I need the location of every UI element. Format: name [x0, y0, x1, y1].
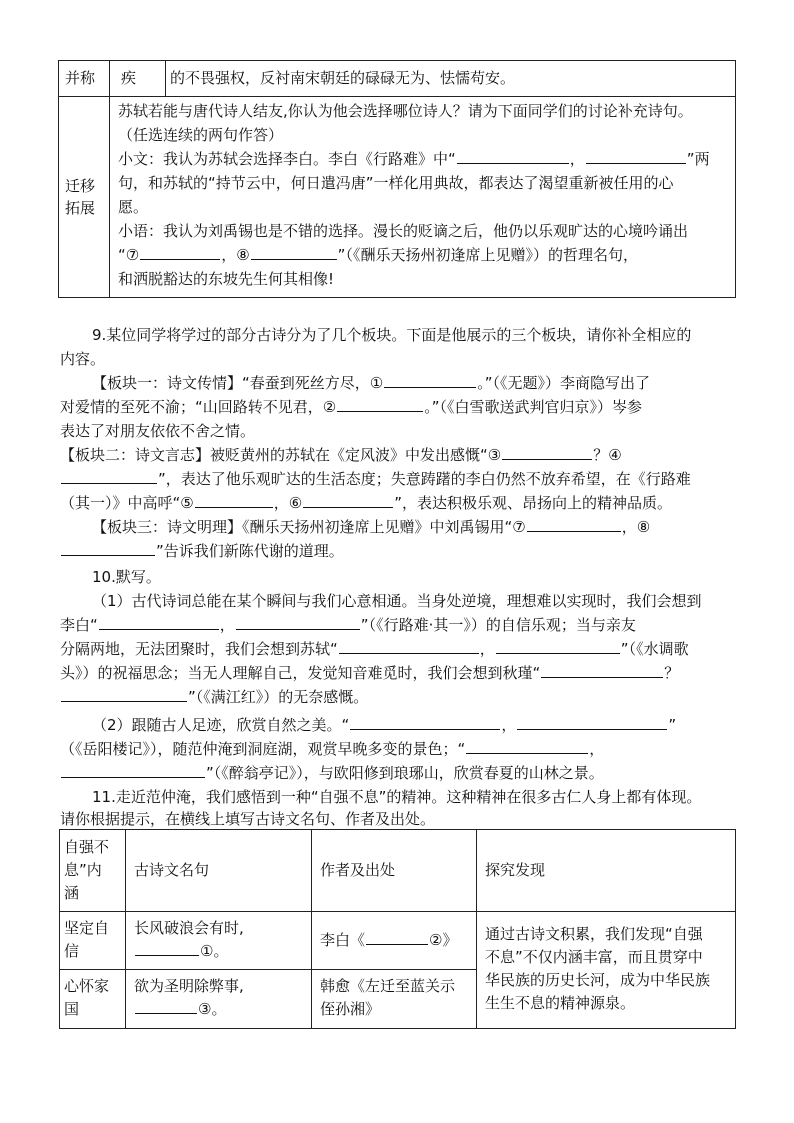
answer-blank-3[interactable]	[502, 445, 592, 460]
answer-blank-5[interactable]	[195, 493, 273, 508]
t2-f3: 华民族的历史长河，成为中华民族	[485, 971, 711, 989]
t2-f4: 生生不息的精神源泉。	[485, 994, 636, 1012]
q10-l4a: 头》）的祝福思念；当无人理解自己，发觉知音难觅时，我们会想到秋瑾“	[60, 664, 541, 682]
q10-l2b: ，	[219, 616, 235, 634]
t1-r1-c2: 疾	[121, 69, 137, 87]
q10-l3b: ，	[479, 640, 495, 658]
q10-l2	[60, 614, 636, 636]
t1-r2-label-b: 拓展	[65, 199, 96, 217]
q9-l9b: ，⑧	[621, 518, 651, 536]
t2-h1c: 涵	[64, 884, 80, 902]
answer-blank-2[interactable]	[366, 930, 428, 945]
q9-l7-text: ”，表达了他乐观旷达的生活态度；失意踌躇的李白仍然不放弃希望，在《行路难	[158, 470, 691, 488]
q9-l1: 9.某位同学将学过的部分古诗分为了几个板块。下面是他展示的三个板块，请你补全相应的	[92, 326, 692, 344]
answer-blank-1[interactable]	[135, 941, 199, 956]
q9-l8	[60, 492, 672, 514]
q10-l5-text: ”（《满江红》）的无奈感慨。	[188, 688, 369, 706]
answer-blank-6[interactable]	[303, 493, 393, 508]
q10-l1: （1）古代诗词总能在某个瞬间与我们心意相通。当身处逆境，理想难以实现时，我们会想到	[92, 592, 702, 610]
answer-blank[interactable]	[61, 763, 205, 778]
answer-blank-2[interactable]	[337, 397, 423, 412]
t2-r1c3a: 李白《	[320, 931, 366, 949]
q9-l4	[60, 396, 642, 418]
answer-blank-8[interactable]	[251, 245, 337, 260]
q9-l6b: ？④	[593, 446, 622, 464]
t1-p3a: 小语：我认为刘禹锡也是不错的选择。漫长的贬谪之后，他仍以乐观旷达的心境吟诵出	[118, 222, 689, 240]
answer-blank-4[interactable]	[61, 469, 157, 484]
t1-r1-c3: 的不畏强权，反衬南宋朝廷的碌碌无为、怯懦苟安。	[170, 69, 516, 87]
q10-l7a: （《岳阳楼记》），随范仲淹到洞庭湖，观赏早晚多变的景色；“	[60, 740, 466, 758]
q10-l6b: ，	[501, 716, 517, 734]
q10-l6	[92, 714, 676, 736]
t2-r1c1b: 信	[64, 942, 80, 960]
t2-h2: 古诗文名句	[134, 861, 210, 879]
t1-p3b-end: ”（《酬乐天扬州初逢席上见赠》）的哲理名句，	[337, 246, 638, 264]
t2-h4: 探究发现	[485, 861, 546, 879]
t1-p3b-comma: ，⑧	[221, 246, 250, 264]
t1-p3b-line	[118, 244, 638, 266]
answer-blank-8[interactable]	[61, 541, 155, 556]
answer-blank[interactable]	[236, 615, 360, 630]
q10-l3	[60, 638, 689, 660]
t2-f2: 不息”不仅内涵丰富，而且贯穿中	[485, 948, 703, 966]
t2-r2c3a: 韩愈《左迁至蓝关示	[320, 977, 456, 995]
q9-l7	[60, 468, 691, 490]
q9-l3a: 【板块一：诗文传情】“春蚕到死丝方尽，①	[92, 374, 384, 392]
t1-r1-c1: 并称	[65, 69, 96, 87]
q9-l9	[92, 516, 650, 538]
q10-l6c: ”	[668, 716, 677, 734]
q10-l8-text: ”（《醉翁亭记》），与欧阳修到琅琊山，欣赏春夏的山林之景。	[206, 764, 604, 782]
q9-l2: 内容。	[60, 350, 106, 368]
t2-r2c2b: ③。	[198, 1000, 227, 1018]
answer-blank[interactable]	[541, 663, 663, 678]
q10-l8	[60, 762, 604, 784]
q9-l5: 表达了对朋友依依不舍之情。	[60, 422, 256, 440]
q10-l2a: 李白“	[60, 616, 98, 634]
answer-blank[interactable]	[496, 639, 620, 654]
t2-r2c2a: 欲为圣明除弊事,	[134, 977, 244, 995]
t1-p3b-open: “⑦	[118, 246, 140, 264]
answer-blank[interactable]	[339, 639, 479, 654]
q9-l10	[60, 540, 344, 562]
q11-l1: 11.走近范仲淹，我们感悟到一种“自强不息”的精神。这种精神在很多古仁人身上都有体现。	[92, 788, 702, 806]
q10-title: 10.默写。	[92, 568, 161, 586]
t2-h1b: 息”内	[64, 861, 102, 879]
t2-r1c2a: 长风破浪会有时,	[134, 919, 244, 937]
q11-l2: 请你根据提示，在横线上填写古诗文名句、作者及出处。	[60, 810, 436, 828]
t1-p2c: 愿。	[118, 198, 149, 216]
answer-blank-7[interactable]	[140, 245, 220, 260]
answer-blank-7[interactable]	[527, 517, 621, 532]
answer-blank-1[interactable]	[384, 373, 476, 388]
t1-p2b: 句，和苏轼的“持节云中，何日遣冯唐”一样化用典故，都表达了渴望重新被任用的心	[118, 174, 674, 192]
answer-blank-3[interactable]	[135, 999, 197, 1014]
table-2	[59, 829, 736, 1029]
t1-r2-label-a: 迁移	[65, 177, 96, 195]
t2-r2c2b-line	[134, 998, 226, 1020]
q10-l4b: ？	[664, 664, 680, 682]
t1-p2a-line	[118, 148, 710, 170]
answer-blank[interactable]	[466, 739, 588, 754]
t2-r1c3-line	[320, 929, 457, 951]
q10-l7b: ，	[589, 740, 605, 758]
q9-l6	[60, 444, 622, 466]
t2-h3: 作者及出处	[320, 861, 396, 879]
t1-p2a: 小文：我认为苏轼会选择李白。李白《行路难》中“	[118, 150, 456, 168]
q10-l7	[60, 738, 604, 760]
q10-l6a: （2）跟随古人足迹，欣赏自然之美。“	[92, 716, 350, 734]
q10-l2c: ”（《行路难·其一》）的自信乐观；当与亲友	[360, 616, 636, 634]
q9-l3b: 。”（《无题》）李商隐写出了	[477, 374, 651, 392]
t1-p1a: 苏轼若能与唐代诗人结友,你认为他会选择哪位诗人？请为下面同学们的讨论补充诗句。	[118, 102, 693, 120]
q10-l5	[60, 686, 368, 708]
t2-r2c1b: 国	[64, 1000, 80, 1018]
q9-l8c: ”，表达积极乐观、昂扬向上的精神品质。	[394, 494, 672, 512]
t1-p2a-end: ”两	[686, 150, 710, 168]
table-1	[58, 60, 736, 298]
q10-l3a: 分隔两地，无法团聚时，我们会想到苏轼“	[60, 640, 338, 658]
q9-l6a: 【板块二：诗文言志】被贬黄州的苏轼在《定风波》中发出感慨“③	[60, 446, 502, 464]
q9-l4b: 。”（《白雪歌送武判官归京》）岑参	[424, 398, 643, 416]
t2-r1c2b-line	[134, 940, 228, 962]
t2-r2c3b: 侄孙湘》	[320, 1000, 381, 1018]
q9-l8a: （其一）》中高呼“⑤	[60, 494, 194, 512]
answer-blank[interactable]	[99, 615, 219, 630]
answer-blank[interactable]	[517, 715, 667, 730]
t1-p1b: （任选连续的两句作答）	[118, 126, 284, 144]
t2-r1c3b: ②》	[429, 931, 458, 949]
q9-l8b: ，⑥	[273, 494, 303, 512]
t2-h1a: 自强不	[64, 838, 110, 856]
answer-blank[interactable]	[61, 687, 187, 702]
q9-l9a: 【板块三：诗文明理】《酬乐天扬州初逢席上见赠》中刘禹锡用“⑦	[92, 518, 526, 536]
comma: ，	[569, 150, 585, 168]
answer-blank[interactable]	[457, 149, 569, 164]
answer-blank[interactable]	[586, 149, 686, 164]
t2-f1: 通过古诗文积累，我们发现“自强	[485, 925, 703, 943]
t1-p3c: 和洒脱豁达的东坡先生何其相像!	[118, 270, 335, 288]
t2-r1c2b: ①。	[200, 942, 229, 960]
q9-l4a: 对爱情的至死不渝；“山回路转不见君，②	[60, 398, 337, 416]
answer-blank[interactable]	[350, 715, 500, 730]
q10-l3c: ”（《水调歌	[620, 640, 689, 658]
q9-l3	[92, 372, 650, 394]
q10-l4	[60, 662, 679, 684]
t2-r2c1a: 心怀家	[64, 977, 110, 995]
q9-l10-text: ”告诉我们新陈代谢的道理。	[156, 542, 344, 560]
t2-r1c1a: 坚定自	[64, 919, 110, 937]
